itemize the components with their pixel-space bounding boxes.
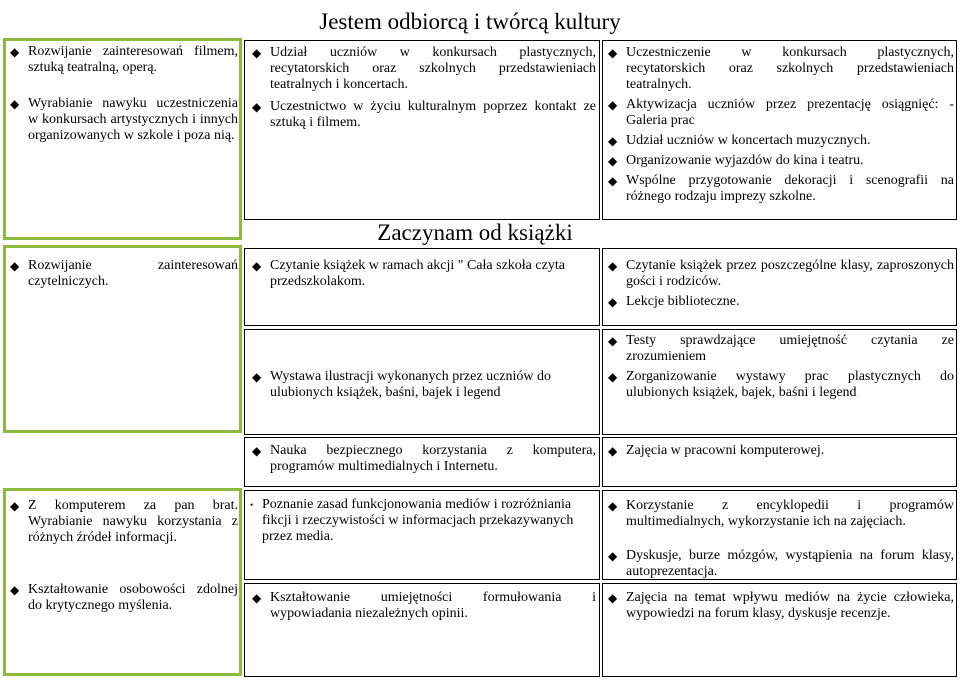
diamond-icon: ◆ <box>608 295 618 309</box>
diamond-icon: ◆ <box>608 154 618 168</box>
right-books-list-2 <box>604 333 954 405</box>
right-computer-list <box>604 443 954 463</box>
middle-books-list-1 <box>248 258 596 294</box>
right-books-list-1 <box>604 258 954 314</box>
middle-books-list-2 <box>248 369 596 405</box>
list-item: ◆ Dyskusje, burze mózgów, wystąpienia na forum klasy, autoprezentacja. <box>608 548 954 579</box>
list-item: ◆ Zorganizowanie wystawy prac plastycznych do ulubionych książek, bajek, baśni i legend <box>608 369 954 400</box>
list-item: ◆ Z komputerem za pan brat. Wyrabianie nawyku korzystania z różnych źródeł informacji. <box>10 498 238 545</box>
diamond-icon: ◆ <box>608 499 618 513</box>
diamond-icon: ◆ <box>252 370 262 384</box>
list-item: ◆ Zajęcia w pracowni komputerowej. <box>608 443 825 458</box>
middle-culture-list <box>248 45 596 135</box>
diamond-icon: ◆ <box>10 499 20 513</box>
list-item: ◆ Organizowanie wyjazdów do kina i teatru. <box>608 153 864 168</box>
list-item: ◆ Udział uczniów w konkursach plastycznych, recytatorskich oraz szkolnych przedstawieniach teatralnych i koncertach. <box>252 45 596 92</box>
left-computer-list <box>6 498 238 618</box>
list-item: ◆ Aktywizacja uczniów przez prezentację osiągnięć: - Galeria prac <box>608 97 954 128</box>
dot-icon: • <box>250 500 254 510</box>
diamond-icon: ◆ <box>252 591 262 605</box>
left-culture-list <box>6 44 238 148</box>
diamond-icon: ◆ <box>10 259 20 273</box>
list-item: ◆ Testy sprawdzające umiejętność czytania ze zrozumieniem <box>608 333 954 364</box>
list-item: ◆ Korzystanie z encyklopedii i programów multimedialnych, wykorzystanie ich na zajęciach. <box>608 498 954 529</box>
middle-skills-list <box>248 590 596 626</box>
middle-computer-list <box>248 443 596 479</box>
diamond-icon: ◆ <box>252 259 262 273</box>
right-culture-list <box>604 45 954 209</box>
diamond-icon: ◆ <box>608 591 618 605</box>
list-item: ◆ Udział uczniów w koncertach muzycznych. <box>608 133 871 148</box>
middle-media-list <box>248 497 596 549</box>
list-item: ◆ Uczestnictwo w życiu kulturalnym poprzez kontakt ze sztuką i filmem. <box>252 99 596 130</box>
diamond-icon: ◆ <box>10 583 20 597</box>
list-item: ◆ Zajęcia na temat wpływu mediów na życie człowieka, wypowiedzi na forum klasy, dyskusje recenzje. <box>608 590 954 621</box>
diamond-icon: ◆ <box>252 100 262 114</box>
diamond-icon: ◆ <box>608 46 618 60</box>
section-title-books: Zaczynam od książki <box>377 220 573 245</box>
right-skills-list <box>604 590 954 626</box>
diamond-icon: ◆ <box>10 45 20 59</box>
right-media-list <box>604 498 954 584</box>
left-books-list <box>6 258 238 294</box>
diamond-icon: ◆ <box>608 98 618 112</box>
diamond-icon: ◆ <box>608 174 618 188</box>
section-title-culture: Jestem odbiorcą i twórcą kultury <box>319 9 621 34</box>
list-item: • Poznanie zasad funkcjonowania mediów i rozróżniania fikcji i rzeczywistości w informacjach przekazywanych przez media. <box>250 497 574 544</box>
list-item: ◆ Uczestniczenie w konkursach plastycznych, recytatorskich oraz szkolnych przedstawieniach teatralnych. <box>608 45 954 92</box>
diamond-icon: ◆ <box>252 46 262 60</box>
diamond-icon: ◆ <box>10 97 20 111</box>
list-item: ◆ Rozwijanie zainteresowań filmem, sztuką teatralną, operą. <box>10 44 238 75</box>
list-item: ◆ Kształtowanie osobowości zdolnej do krytycznego myślenia. <box>10 582 238 613</box>
diamond-icon: ◆ <box>608 370 618 384</box>
list-item: ◆ Wyrabianie nawyku uczestniczenia w konkursach artystycznych i innych organizowanych w szkole i poza nią. <box>10 96 238 143</box>
list-item: ◆ Czytanie książek w ramach akcji " Cała szkoła czyta przedszkolakom. <box>252 258 565 289</box>
list-item: ◆ Czytanie książek przez poszczególne klasy, zaproszonych gości i rodziców. <box>608 258 954 289</box>
diamond-icon: ◆ <box>252 444 262 458</box>
diamond-icon: ◆ <box>608 549 618 563</box>
list-item: ◆ Kształtowanie umiejętności formułowania i wypowiadania niezależnych opinii. <box>252 590 596 621</box>
diamond-icon: ◆ <box>608 134 618 148</box>
diamond-icon: ◆ <box>608 444 618 458</box>
diamond-icon: ◆ <box>608 334 618 348</box>
list-item: ◆ Wystawa ilustracji wykonanych przez uczniów do ulubionych książek, baśni, bajek i legend <box>252 369 552 400</box>
list-item: ◆ Wspólne przygotowanie dekoracji i scenografii na różnego rodzaju imprezy szkolne. <box>608 173 954 204</box>
list-item: ◆ Rozwijanie zainteresowań czytelniczych. <box>10 258 238 289</box>
list-item: ◆ Lekcje biblioteczne. <box>608 294 740 309</box>
diamond-icon: ◆ <box>608 259 618 273</box>
list-item: ◆ Nauka bezpiecznego korzystania z komputera, programów multimedialnych i Internetu. <box>252 443 596 474</box>
